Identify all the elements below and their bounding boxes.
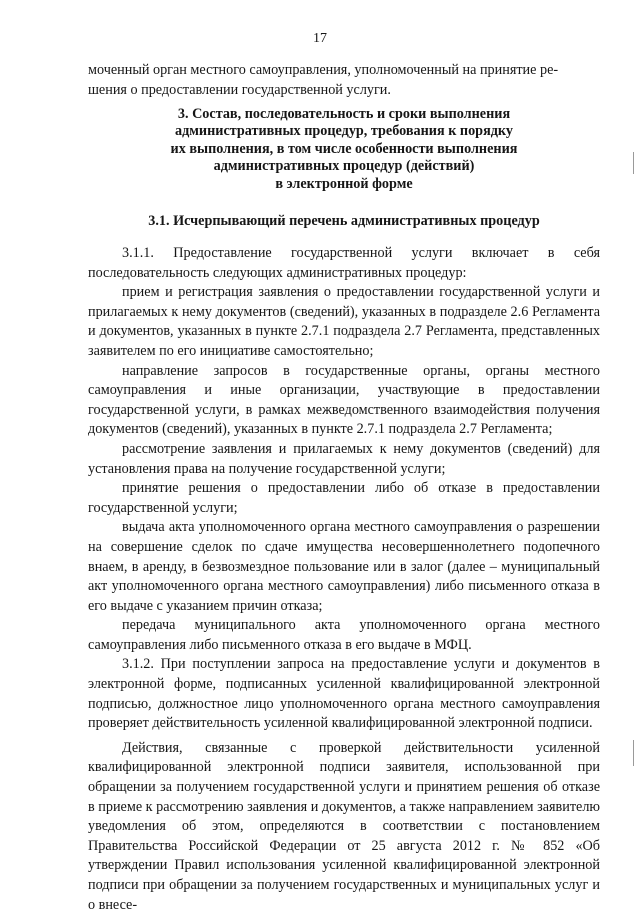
section-heading-line: их выполнения, в том числе особенности выполнения <box>170 140 518 157</box>
paragraph: выдача акта уполномоченного органа местного самоуправления о разрешении на совершение сделок по сдаче имущества несовершеннолетнего подопечного внаем, в аренду, в безвозмездное пользование или в залог (далее – муниципальный акт уполномоченного органа местного самоуправления) либо письменного отказа в его выдаче с указанием причин отказа; <box>88 519 600 614</box>
intro-text <box>88 61 600 100</box>
paragraph: 3.1.2. При поступлении запроса на предоставление услуги и документов в электронной форме, подписанных усиленной квалифицированной электронной подписью, должностное лицо уполномоченного органа местного самоуправления проверяет действительность усиленной квалифицированной электронной подписи. <box>88 656 600 732</box>
paragraph: 3.1.1. Предоставление государственной услуги включает в себя последовательность следующих административных процедур: <box>88 245 600 281</box>
scan-edge-mark <box>633 152 634 174</box>
intro-line: шения о предоставлении государственной услуги. <box>88 81 391 98</box>
section-heading-line: административных процедур (действий) <box>213 158 475 175</box>
intro-line: моченный орган местного самоуправления, уполномоченный на принятие ре- <box>88 62 559 78</box>
paragraph: направление запросов в государственные органы, органы местного самоуправления и иные организации, участвующие в предоставлении государственной услуги, в рамках межведомственного взаимодействия получения документов (сведений), указанных в пункте 2.7.1 подраздела 2.7 Регламента; <box>88 362 600 438</box>
paragraph: рассмотрение заявления и прилагаемых к нему документов (сведений) для установления права на получение государственной услуги; <box>88 440 600 477</box>
section-heading-line: административных процедур, требования к порядку <box>174 123 513 140</box>
section-heading-line: 3. Состав, последовательность и сроки выполнения <box>177 106 511 122</box>
scan-edge-mark <box>633 740 634 766</box>
section-heading <box>88 106 600 193</box>
paragraph: принятие решения о предоставлении либо об отказе в предоставлении государственной услуги; <box>88 480 600 516</box>
paragraph: передача муниципального акта уполномоченного органа местного самоуправления либо письменного отказа в его выдаче в МФЦ. <box>88 617 600 653</box>
page-number: 17 <box>313 31 327 46</box>
paragraph: прием и регистрация заявления о предоставлении государственной услуги и прилагаемых к нему документов (сведений), указанных в подразделе 2.6 Регламента и документов, указанных в пункте 2.7.1 подраздела 2.7 Регламента, представленных заявителем по его инициативе самостоятельно; <box>88 284 600 359</box>
subsection-heading: 3.1. Исчерпывающий перечень административных процедур <box>148 213 540 229</box>
paragraph: Действия, связанные с проверкой действительности усиленной квалифицированной электронной подписи заявителя, использованной при обращении за получением государственной услуги и принятием решения об отказе в приеме к рассмотрению заявления и документов, а также направлением заявителю уведомления об этом, определяются в соответствии с постановлением Правительства Российской Федерации от 25 августа 2012 г. № 852 «Об утверждении Правил использования усиленной квалифицированной электронной подписи при обращении за получением государственных и муниципальных услуг и о внесе- <box>88 739 600 913</box>
body-text <box>88 244 600 915</box>
section-heading-line: в электронной форме <box>275 175 413 192</box>
